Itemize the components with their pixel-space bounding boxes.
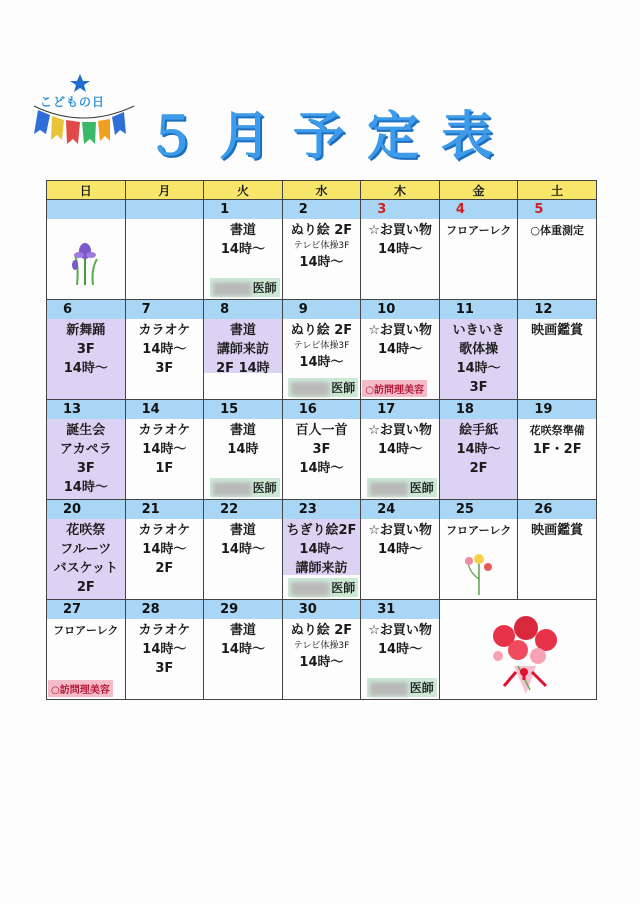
day-cell-11 — [439, 300, 518, 400]
week-row — [47, 500, 597, 600]
event-line: 14時～ — [142, 542, 187, 557]
event-line: 講師来訪 — [216, 342, 269, 357]
event-line: 14時～ — [299, 461, 344, 476]
kodomo-no-hi-caption: こどもの日 — [40, 95, 106, 109]
day-cell-15 — [204, 400, 283, 500]
doctor-visit-badge: 医師 — [210, 478, 280, 497]
redacted-name — [213, 482, 251, 496]
weekday-wed: 水 — [282, 181, 361, 200]
event-line: 14時～ — [299, 655, 344, 670]
week-row — [47, 400, 597, 500]
day-number: 17 — [361, 400, 439, 419]
weekday-fri: 金 — [439, 181, 518, 200]
event-line: カラオケ — [138, 623, 191, 638]
event-line: 絵手紙 — [459, 423, 499, 438]
event-line: 書道 — [229, 323, 256, 338]
event-line: テレビ体操3F — [293, 241, 350, 251]
event-line: いきいき — [452, 323, 505, 338]
event-line: フルーツ — [60, 542, 112, 557]
event-line: 3F — [155, 361, 174, 376]
event-line: 書道 — [229, 223, 256, 238]
event-line: ☆お買い物 — [368, 523, 432, 538]
event-line: 花咲祭 — [66, 523, 106, 538]
event-line: 14時～ — [142, 342, 187, 357]
event-line: 14時～ — [299, 542, 344, 557]
day-cell-19 — [518, 400, 597, 500]
day-cell-empty — [125, 200, 204, 300]
event-line: 14時～ — [377, 242, 423, 257]
day-cell-8 — [204, 300, 283, 400]
day-number: 25 — [440, 500, 518, 519]
beauty-visit-badge: ○訪問理美容 — [362, 380, 427, 397]
day-number: 11 — [440, 300, 518, 319]
weekday-header-row — [47, 181, 597, 200]
day-cell-empty — [47, 200, 126, 300]
event-line: 14時～ — [142, 442, 187, 457]
event-line: 14時～ — [142, 642, 187, 657]
day-cell-25 — [439, 500, 518, 600]
event-line: 14時～ — [220, 642, 265, 657]
event-line: 2F — [155, 561, 174, 576]
redacted-name — [370, 682, 408, 696]
page-title: ５月予定表 — [145, 107, 516, 167]
event-line: 2F — [76, 580, 95, 595]
doctor-visit-badge: 医師 — [367, 678, 437, 697]
event-line: 14時～ — [63, 480, 108, 495]
day-number: 28 — [126, 600, 204, 619]
event-line: 14時～ — [377, 542, 423, 557]
day-cell-29 — [204, 600, 283, 700]
event-line: アカペラ — [59, 442, 112, 457]
doctor-visit-badge: 医師 — [367, 478, 437, 497]
day-cell-18 — [439, 400, 518, 500]
day-number: 26 — [518, 500, 596, 519]
day-number: 16 — [283, 400, 361, 419]
day-cell-2 — [282, 200, 361, 300]
redacted-name — [291, 582, 329, 596]
day-cell-22 — [204, 500, 283, 600]
calendar-table — [46, 180, 597, 700]
weekday-mon: 月 — [125, 181, 204, 200]
weekday-sat: 土 — [518, 181, 597, 200]
event-line: 3F — [76, 342, 95, 357]
event-line: 14時～ — [456, 361, 501, 376]
week-row — [47, 200, 597, 300]
weekday-tue: 火 — [204, 181, 283, 200]
event-line: 14時～ — [299, 355, 344, 370]
event-line: 新舞踊 — [66, 323, 106, 338]
iris-flower-icon — [67, 237, 103, 285]
day-number: 18 — [440, 400, 518, 419]
event-line: テレビ体操3F — [293, 641, 350, 651]
day-cell-3 — [361, 200, 440, 300]
day-cell-1 — [204, 200, 283, 300]
event-line: バスケット — [53, 561, 118, 576]
day-number: 22 — [204, 500, 282, 519]
event-line: 14時～ — [220, 542, 265, 557]
redacted-name — [291, 382, 329, 396]
event-line: 百人一首 — [295, 423, 348, 438]
event-line: 映画鑑賞 — [531, 323, 584, 338]
event-line: カラオケ — [138, 423, 191, 438]
event-line: 14時～ — [377, 342, 423, 357]
day-number: 21 — [126, 500, 204, 519]
event-line: フロアーレク — [445, 224, 512, 237]
day-cell-10 — [361, 300, 440, 400]
day-cell-20 — [47, 500, 126, 600]
redacted-name — [370, 482, 408, 496]
day-number: 8 — [204, 300, 282, 319]
bouquet-cell — [439, 600, 596, 700]
day-number: 13 — [47, 400, 125, 419]
event-line: 14時～ — [377, 642, 423, 657]
day-cell-12 — [518, 300, 597, 400]
doctor-visit-badge: 医師 — [210, 278, 280, 297]
day-number: 27 — [47, 600, 125, 619]
event-line: 3F — [312, 442, 331, 457]
event-line: 歌体操 — [459, 342, 499, 357]
weekday-thu: 木 — [361, 181, 440, 200]
day-number: 2 — [283, 200, 361, 219]
event-line: ぬり絵 2F — [290, 323, 353, 338]
day-cell-5 — [518, 200, 597, 300]
day-cell-27 — [47, 600, 126, 700]
day-cell-9 — [282, 300, 361, 400]
weekday-sun: 日 — [47, 181, 126, 200]
day-number: 5 — [518, 200, 596, 219]
event-line: カラオケ — [138, 323, 191, 338]
day-number: 1 — [204, 200, 282, 219]
event-line: 2F — [469, 461, 488, 476]
star-icon — [70, 74, 90, 92]
event-line: 書道 — [229, 423, 256, 438]
event-line: 14時～ — [377, 442, 423, 457]
event-line: ☆お買い物 — [368, 323, 432, 338]
day-cell-13 — [47, 400, 126, 500]
event-line: 書道 — [229, 523, 256, 538]
doctor-visit-badge: 医師 — [288, 578, 358, 597]
day-cell-16 — [282, 400, 361, 500]
event-line: ぬり絵 2F — [290, 223, 353, 238]
event-line: フロアーレク — [445, 524, 512, 537]
day-cell-26 — [518, 500, 597, 600]
day-number: 4 — [440, 200, 518, 219]
event-line: 花咲祭準備 — [529, 424, 585, 437]
day-number: 23 — [283, 500, 361, 519]
day-number: 24 — [361, 500, 439, 519]
day-cell-7 — [125, 300, 204, 400]
day-number: 19 — [518, 400, 596, 419]
day-number: 9 — [283, 300, 361, 319]
event-line: 講師来訪 — [295, 561, 348, 576]
event-line: ☆お買い物 — [368, 223, 432, 238]
day-cell-21 — [125, 500, 204, 600]
week-row — [47, 600, 597, 700]
event-line: 2F 14時 — [216, 361, 270, 376]
carnation-bouquet-icon — [474, 606, 568, 698]
event-line: 1F・2F — [532, 442, 582, 457]
day-number: 20 — [47, 500, 125, 519]
flower-sprig-icon — [464, 549, 494, 595]
day-number: 30 — [283, 600, 361, 619]
event-line: 映画鑑賞 — [531, 523, 584, 538]
event-line: 14時 — [227, 442, 259, 457]
day-cell-24 — [361, 500, 440, 600]
event-line: ちぎり絵2F — [286, 523, 357, 538]
doctor-visit-badge: 医師 — [288, 378, 358, 397]
event-line: 14時～ — [63, 361, 108, 376]
redacted-name — [213, 282, 251, 296]
event-line: 3F — [155, 661, 174, 676]
event-line: 14時～ — [456, 442, 501, 457]
event-line: 1F — [155, 461, 174, 476]
day-cell-17 — [361, 400, 440, 500]
day-number: 15 — [204, 400, 282, 419]
beauty-visit-badge: ○訪問理美容 — [48, 680, 113, 697]
event-line: 3F — [469, 380, 488, 395]
day-cell-14 — [125, 400, 204, 500]
day-cell-6 — [47, 300, 126, 400]
day-number: 3 — [361, 200, 439, 219]
event-line: ○体重測定 — [530, 224, 584, 237]
event-line: カラオケ — [138, 523, 191, 538]
event-line: 14時～ — [299, 255, 344, 270]
event-line: 3F — [76, 461, 95, 476]
event-line: フロアーレク — [53, 624, 119, 637]
day-number: 29 — [204, 600, 282, 619]
event-line: 誕生会 — [66, 423, 106, 438]
day-number: 14 — [126, 400, 204, 419]
event-line: ☆お買い物 — [368, 423, 432, 438]
event-line: ☆お買い物 — [368, 623, 432, 638]
day-cell-23 — [282, 500, 361, 600]
event-line: 書道 — [229, 623, 256, 638]
week-row — [47, 300, 597, 400]
day-cell-28 — [125, 600, 204, 700]
day-cell-31 — [361, 600, 440, 700]
event-line: ぬり絵 2F — [290, 623, 353, 638]
event-line: テレビ体操3F — [293, 341, 350, 351]
day-cell-4 — [439, 200, 518, 300]
day-number: 7 — [126, 300, 204, 319]
event-line: 14時～ — [220, 242, 265, 257]
carp-streamer-banner-icon — [28, 72, 138, 162]
day-number: 12 — [518, 300, 596, 319]
day-cell-30 — [282, 600, 361, 700]
day-number: 31 — [361, 600, 439, 619]
day-number: 10 — [361, 300, 439, 319]
day-number: 6 — [47, 300, 125, 319]
